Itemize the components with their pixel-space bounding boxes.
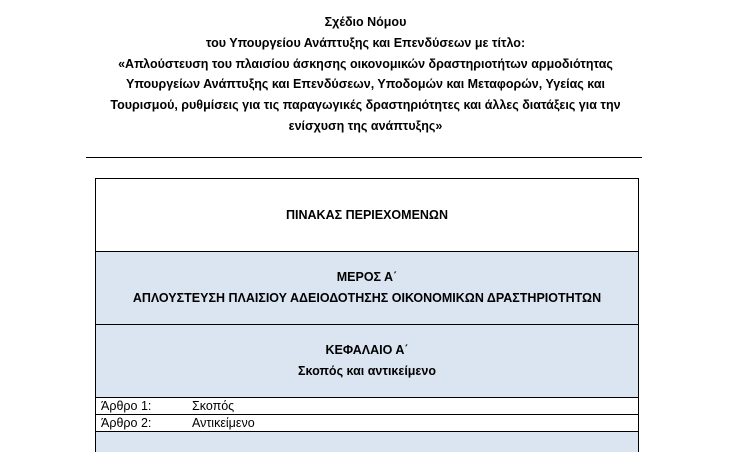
article-title: Σκοπός [192, 399, 235, 413]
toc-header-label: ΠΙΝΑΚΑΣ ΠΕΡΙΕΧΟΜΕΝΩΝ [286, 207, 448, 222]
toc-article-row[interactable] [96, 415, 638, 432]
title-line: ενίσχυση της ανάπτυξης» [288, 118, 443, 133]
toc-part-label: ΜΕΡΟΣ Α΄ [336, 270, 398, 285]
toc-part-title: ΑΠΛΟΥΣΤΕΥΣΗ ΠΛΑΙΣΙΟΥ ΑΔΕΙΟΔΟΤΗΣΗΣ ΟΙΚΟΝΟΜΙΚΩΝ ΔΡΑΣΤΗΡΙΟΤΗΤΩΝ [132, 291, 602, 305]
toc-header [96, 179, 638, 252]
toc-chapter-label: ΚΕΦΑΛΑΙΟ Α΄ [325, 343, 409, 358]
table-of-contents [95, 178, 639, 452]
title-line: του Υπουργείου Ανάπτυξης και Επενδύσεων με τίτλο: [205, 35, 526, 50]
article-number: Άρθρο 1: [101, 399, 152, 413]
title-line: Τουρισμού, ρυθμίσεις για τις παραγωγικές δραστηριότητες και άλλες διατάξεις για την [110, 98, 621, 113]
title-line: «Απλούστευση του πλαισίου άσκησης οικονομικών δραστηριοτήτων αρμοδιότητας [118, 56, 613, 71]
toc-next-section-row [96, 432, 638, 452]
article-title: Αντικείμενο [192, 416, 255, 430]
toc-chapter-row[interactable] [96, 325, 638, 398]
title-divider [86, 157, 642, 158]
toc-part-row[interactable] [96, 252, 638, 325]
toc-chapter-title: Σκοπός και αντικείμενο [298, 364, 436, 378]
document-title [0, 12, 731, 137]
title-line: Υπουργείων Ανάπτυξης και Επενδύσεων, Υποδομών και Μεταφορών, Υγείας και [125, 77, 605, 92]
article-number: Άρθρο 2: [101, 416, 152, 430]
title-line: Σχέδιο Νόμου [324, 15, 407, 29]
toc-article-row[interactable] [96, 398, 638, 415]
